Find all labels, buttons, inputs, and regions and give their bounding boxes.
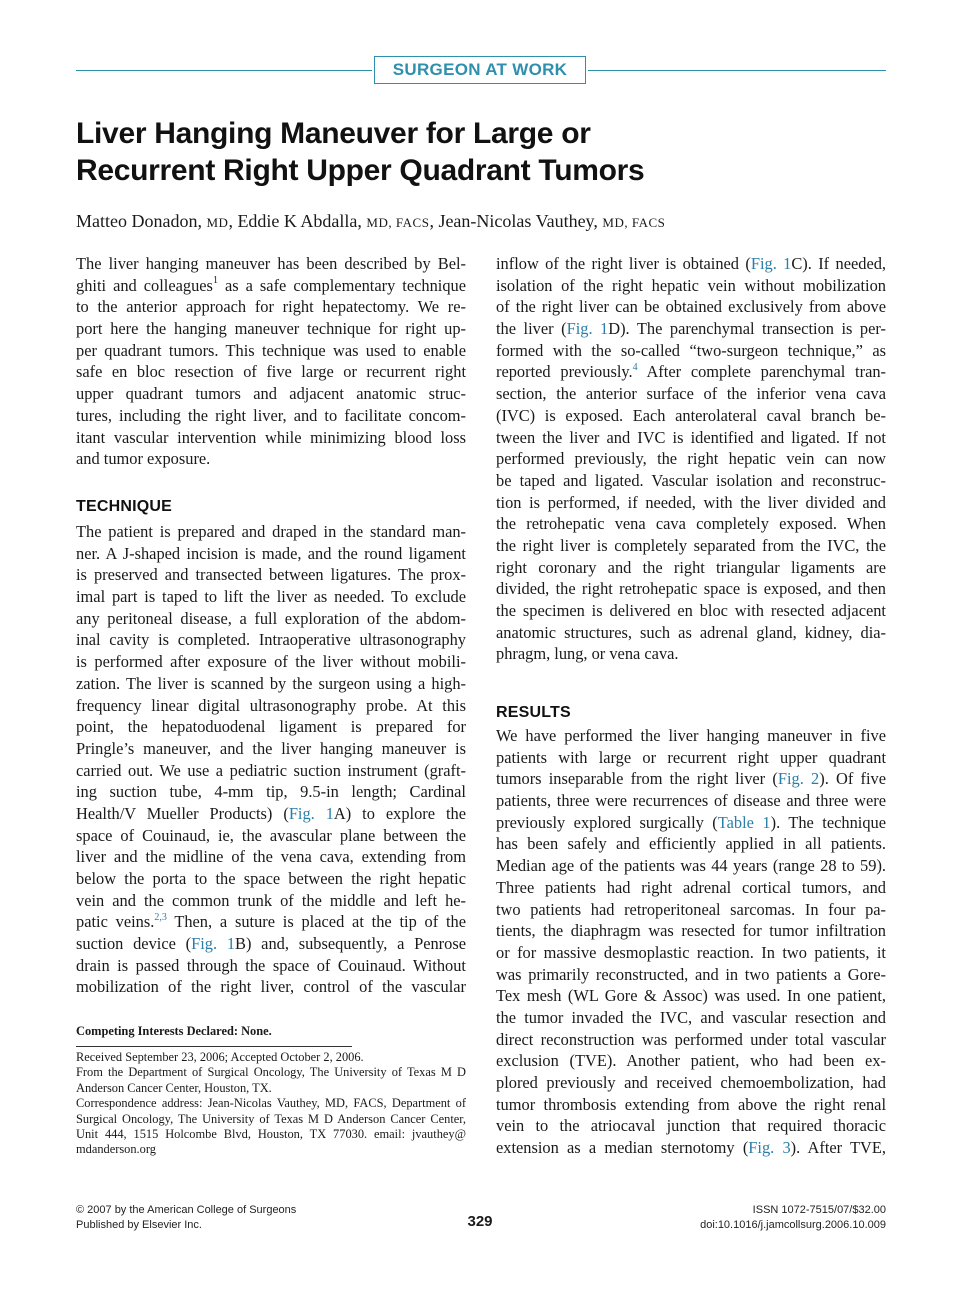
text-line: or for massive desmoplastic reaction. In two patients, it [496,942,886,962]
title-line: Liver Hanging Maneuver for Large or [76,117,591,150]
reference-superscript[interactable]: 4 [632,361,638,373]
text-line: patic veins.$^{2,3}$ Then, a suture is placed at the tip of the [76,911,466,932]
text-line: tion is performed, if needed, with the liver divided and [496,492,886,512]
copyright-text: © 2007 by the American College of Surgeons [76,1204,297,1216]
text-line: vein and the common trunk of the middle and left he- [76,890,466,910]
footnote-line: Unit 444, 1515 Holcombe Blvd, Houston, TX 77030. email: jvauthey@ [76,1126,466,1141]
intro-paragraph [76,253,466,470]
figure-link[interactable]: Fig. 3 [748,1138,791,1158]
text-line: The patient is prepared and draped in the standard man- [76,522,466,541]
text-line: safe en bloc resection of five large or recurrent right [76,362,466,382]
competing-interests: Competing Interests Declared: None. [76,1024,272,1038]
page-number: 329 [467,1213,493,1230]
text-line: ing suction tube, 4-mm tip, 9.5-in length; Cardinal [76,782,466,802]
text-line: isolation of the right hepatic vein without mobilization [496,275,886,295]
text-line: is preserved and transected between ligatures. The prox- [76,565,466,585]
text-line: inflow of the right liver is obtained (Fig. 1C). If needed, [496,254,887,273]
text-line: per quadrant tumors. This technique was used to enable [76,340,466,360]
text-line: patients with large or recurrent right upper quadrant [496,747,886,767]
text-line: divided, the right retrohepatic space is exposed, and then [496,579,886,599]
text-line: of the right liver can be obtained exclusively from above [496,297,886,317]
author-credentials: MD, FACS [602,215,666,230]
results-paragraph [496,725,886,1159]
footnote-divider [76,1046,352,1047]
footnote-line: Received September 23, 2006; Accepted October 2, 2006. [76,1050,364,1064]
figure-link[interactable]: Fig. 1 [750,254,792,273]
text-line: be taped and ligated. Vascular isolation and reconstruc- [496,470,886,490]
text-line: tumors inseparable from the right liver (Fig. 2). Of five [496,769,887,789]
doi-text: doi:10.1016/j.jamcollsurg.2006.10.009 [700,1219,886,1231]
text-line: The liver hanging maneuver has been described by Bel- [76,254,466,273]
banner-rule-right [588,70,886,71]
banner-rule-left [76,70,372,71]
text-line: formed with the so-called “two-surgeon technique,” as [496,340,886,360]
text-line: port here the hanging maneuver technique for right up- [76,319,466,339]
text-line: inal cavity is completed. Intraoperative ultrasonography [76,630,466,650]
figure-link[interactable]: Fig. 1 [288,803,334,823]
footnote-line: Correspondence address: Jean-Nicolas Vauthey, MD, FACS, Department of [76,1096,466,1111]
text-line: Median age of the patients was 44 years (range 28 to 59). [496,856,886,876]
footnote-line: Surgical Oncology, The University of Texas M D Anderson Cancer Center, [76,1111,466,1126]
footer-left [76,1203,296,1233]
text-line: suction device (Fig. 1B) and, subsequently, a Penrose [76,934,466,954]
reference-superscript[interactable]: 1 [212,275,218,287]
text-line: below the porta to the space between the right hepatic [76,869,466,888]
text-line: zation. The liver is scanned by the surgeon using a high- [76,673,466,693]
article-title [76,115,876,189]
technique-paragraph [76,521,466,998]
text-line: space of Couinaud, ie, the avascular plane between the [76,825,466,845]
figure-link[interactable]: Fig. 1 [191,934,236,954]
text-line: frequency linear digital ultrasonography probe. At this [76,695,466,715]
footnote-line: Anderson Cancer Center, Houston, TX. [76,1080,272,1095]
text-line: previously explored surgically (Table 1). The technique [496,812,887,832]
text-line: ner. A J-shaped incision is made, and the round ligament [76,543,466,563]
text-line: tients, the diaphragm was resected for tumor infiltration [496,921,886,941]
text-line: Three patients had right adrenal cortical tumors, and [496,877,886,897]
text-line: point, the hepatoduodenal ligament is prepared for [76,717,466,737]
author-name: Eddie K Abdalla, [237,211,362,231]
text-line: performed previously, the right hepatic vein can now [496,449,886,469]
technique-continued [496,253,886,665]
text-line: Health/V Mueller Products) (Fig. 1A) to explore the [76,803,466,823]
text-line: has been safely and efficiently applied in all patients. [496,834,886,854]
author-credentials: MD [206,215,229,230]
title-line: Recurrent Right Upper Quadrant Tumors [76,154,645,187]
section-heading-results: RESULTS [496,704,571,721]
text-line: direct reconstruction was performed under total vascular [496,1029,886,1049]
text-line: vein to the atriocaval junction that required thoracic [496,1116,886,1136]
author-list: Matteo Donadon, MD, Eddie K Abdalla, MD, FACS, Jean-Nicolas Vauthey, MD, FACS [76,211,666,231]
text-line: was primarily reconstructed, and in two patients a Gore- [496,964,886,984]
text-line: the specimen is delivered en bloc with resected adjacent [496,601,886,620]
text-line: right coronary and the right triangular ligaments are [496,557,886,577]
text-line: mobilization of the right liver, control of the vascular [76,977,466,997]
text-line: Pringle’s maneuver, and the liver hanging maneuver is [76,738,466,758]
figure-link[interactable]: Fig. 2 [777,769,820,789]
text-line: We have performed the liver hanging maneuver in five [496,726,886,745]
text-line: and tumor exposure. [76,449,211,469]
footer-right [596,1203,886,1233]
text-line: the retrohepatic vena cava completely exposed. When [496,514,886,534]
table-link[interactable]: Table 1 [717,812,771,832]
section-label: SURGEON AT WORK [374,56,586,84]
text-line: the right liver is completely separated from the IVC, the [496,535,886,555]
text-line: tween the liver and IVC is identified and ligated. If not [496,427,886,447]
text-line: the liver (Fig. 1D). The parenchymal transection is per- [496,319,886,339]
text-line: to the anterior approach for right hepatectomy. We re- [76,297,466,317]
text-line: ghiti and colleagues$^1$ as a safe complementary technique [76,275,466,295]
text-line: plored previously and received chemoembolization, had [496,1073,886,1092]
text-line: upper quadrant tumors and adjacent anatomic struc- [76,384,466,404]
text-line: itant vascular intervention while minimizing blood loss [76,427,466,447]
text-line: anatomic structures, such as adrenal gland, kidney, dia- [496,622,886,642]
text-line: (IVC) is exposed. Each anterolateral caval branch be- [496,405,886,425]
text-line: tumor thrombosis extending from above the right renal [496,1094,886,1114]
text-line: two patients had retroperitoneal sarcomas. In four pa- [496,899,886,919]
text-line: section, the anterior surface of the inferior vena cava [496,384,886,404]
text-line: imal part is taped to lift the liver as needed. To exclude [76,587,466,607]
text-line: Tex mesh (WL Gore & Assoc) was used. In one patient, [496,986,886,1006]
text-line: reported previously.$^4$ After complete parenchymal tran- [496,361,886,382]
text-line: the tumor invaded the IVC, and vascular resection and [496,1007,886,1027]
section-banner [76,56,886,86]
reference-superscript[interactable]: 2,3 [154,911,167,923]
footnote-block [76,1050,466,1158]
publisher-text: Published by Elsevier Inc. [76,1219,202,1231]
section-heading-technique: TECHNIQUE [76,498,173,515]
text-line: drain is passed through the space of Couinaud. Without [76,955,466,975]
author-name: Jean-Nicolas Vauthey, [438,211,598,231]
text-line: phragm, lung, or vena cava. [496,644,679,664]
text-line: exclusion (TVE). Another patient, who had been ex- [496,1051,886,1071]
text-line: tures, including the right liver, and to facilitate concom- [76,405,466,425]
author-credentials: MD, FACS [366,215,430,230]
figure-link[interactable]: Fig. 1 [566,319,609,339]
author-name: Matteo Donadon, [76,211,202,231]
text-line: is performed after exposure of the liver without mobili- [76,652,466,672]
text-line: any peritoneal disease, a full exploration of the abdom- [76,608,466,628]
issn-text: ISSN 1072-7515/07/$32.00 [752,1204,886,1216]
text-line: carried out. We use a pediatric suction instrument (graft- [76,760,466,780]
text-line: extension as a median sternotomy (Fig. 3). After TVE, [496,1138,886,1158]
text-line: liver and the midline of the vena cava, extending from [76,847,466,867]
text-line: patients, three were recurrences of disease and three were [496,791,886,811]
footnote-line: mdanderson.org [76,1142,156,1157]
footnote-line: From the Department of Surgical Oncology, The University of Texas M D [76,1065,466,1080]
